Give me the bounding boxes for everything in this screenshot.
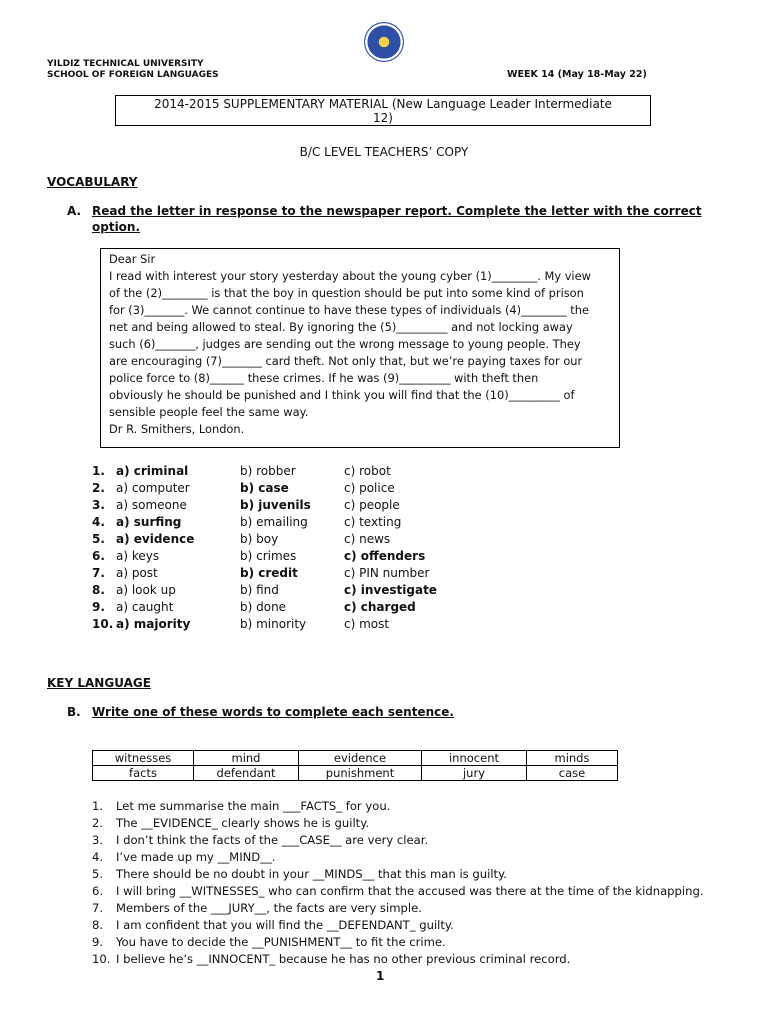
sentence-row: [92, 832, 732, 849]
option-a: a) post: [116, 566, 158, 580]
option-number: 6.: [92, 549, 105, 563]
option-a: a) keys: [116, 549, 160, 563]
option-a: a) majority: [116, 617, 191, 631]
option-a: a) computer: [116, 481, 190, 495]
option-number: 4.: [92, 515, 105, 529]
key-language-heading: KEY LANGUAGE: [47, 676, 151, 690]
sentence-row: [92, 798, 732, 815]
option-row: [92, 548, 452, 565]
word-bank-cell: minds: [527, 751, 618, 766]
option-b: b) case: [240, 481, 289, 495]
sentence-text: I don’t think the facts of the ___CASE__ are very clear.: [116, 833, 429, 847]
exercise-a-label: A.: [67, 204, 82, 218]
option-number: 10.: [92, 617, 114, 631]
option-a: a) evidence: [116, 532, 195, 546]
sentence-text: I’ve made up my __MIND__.: [116, 850, 276, 864]
page-subtitle: B/C LEVEL TEACHERS’ COPY: [299, 145, 469, 159]
word-bank-cell: case: [527, 766, 618, 781]
letter-line: net and being allowed to steal. By ignoring the (5)_________ and not locking away: [109, 320, 573, 334]
option-b: b) done: [240, 600, 287, 614]
option-b: b) crimes: [240, 549, 297, 563]
sentence-row: [92, 934, 732, 951]
option-a: a) look up: [116, 583, 176, 597]
sentence-row: [92, 917, 732, 934]
option-b: b) minority: [240, 617, 307, 631]
vocabulary-heading: VOCABULARY: [47, 175, 138, 189]
sentence-text: The __EVIDENCE_ clearly shows he is guilty.: [116, 816, 370, 830]
option-a: a) criminal: [116, 464, 189, 478]
sentence-list: [92, 798, 732, 968]
key-language-instruction: [67, 704, 454, 720]
option-c: c) PIN number: [344, 566, 430, 580]
week-label: WEEK 14 (May 18-May 22): [507, 69, 647, 80]
option-row: [92, 480, 452, 497]
option-row: [92, 463, 452, 480]
university-seal-logo: [364, 22, 404, 62]
title-line-2: 12): [373, 111, 393, 125]
word-bank-cell: witnesses: [93, 751, 194, 766]
option-number: 5.: [92, 532, 105, 546]
sentence-row: [92, 849, 732, 866]
option-row: [92, 497, 452, 514]
exercise-b-label: B.: [67, 705, 81, 719]
sentence-row: [92, 951, 732, 968]
letter-line: for (3)_______. We cannot continue to have these types of individuals (4)________ the: [109, 303, 589, 317]
option-c: c) offenders: [344, 549, 426, 563]
vocabulary-instruction: [67, 203, 707, 235]
option-row: [92, 616, 452, 633]
title-line-1: 2014-2015 SUPPLEMENTARY MATERIAL (New Language Leader Intermediate: [154, 97, 612, 111]
word-bank-cell: jury: [422, 766, 527, 781]
option-number: 7.: [92, 566, 105, 580]
word-bank-cell: defendant: [194, 766, 299, 781]
sentence-number: 3.: [92, 833, 104, 847]
letter-line: I read with interest your story yesterday about the young cyber (1)________. My view: [109, 269, 591, 283]
option-number: 2.: [92, 481, 105, 495]
title-box: [115, 95, 651, 126]
letter-line: obviously he should be punished and I think you will find that the (10)_________ of: [109, 388, 575, 402]
option-a: a) someone: [116, 498, 187, 512]
sentence-number: 9.: [92, 935, 104, 949]
instruction-line-2: option.: [92, 220, 141, 234]
letter-line: of the (2)________ is that the boy in question should be put into some kind of prison: [109, 286, 584, 300]
university-name: YILDIZ TECHNICAL UNIVERSITY: [47, 59, 204, 69]
sentence-text: Let me summarise the main ___FACTS_ for you.: [116, 799, 391, 813]
option-c: c) people: [344, 498, 400, 512]
page-number: 1: [376, 969, 385, 983]
school-name: SCHOOL OF FOREIGN LANGUAGES: [47, 70, 219, 80]
letter-box: [100, 248, 620, 448]
sentence-text: I believe he’s __INNOCENT_ because he has no other previous criminal record.: [116, 952, 571, 966]
word-bank-row: [93, 751, 618, 766]
option-number: 1.: [92, 464, 105, 478]
word-bank-cell: innocent: [422, 751, 527, 766]
option-row: [92, 582, 452, 599]
word-bank-cell: facts: [93, 766, 194, 781]
letter-line: are encouraging (7)_______ card theft. Not only that, but we’re paying taxes for our: [109, 354, 583, 368]
option-number: 9.: [92, 600, 105, 614]
letter-line: Dr R. Smithers, London.: [109, 422, 245, 436]
word-bank-row: [93, 766, 618, 781]
option-c: c) most: [344, 617, 390, 631]
letter-line: police force to (8)______ these crimes. If he was (9)_________ with theft then: [109, 371, 539, 385]
option-b: b) boy: [240, 532, 279, 546]
option-c: c) texting: [344, 515, 402, 529]
option-c: c) news: [344, 532, 391, 546]
sentence-row: [92, 815, 732, 832]
letter-line: sensible people feel the same way.: [109, 405, 309, 419]
sentence-number: 8.: [92, 918, 104, 932]
sentence-number: 5.: [92, 867, 104, 881]
word-bank-cell: punishment: [299, 766, 422, 781]
sentence-number: 10.: [92, 952, 111, 966]
option-row: [92, 565, 452, 582]
word-bank-cell: mind: [194, 751, 299, 766]
sentence-number: 6.: [92, 884, 104, 898]
option-row: [92, 531, 452, 548]
sentence-row: [92, 866, 732, 883]
option-b: b) find: [240, 583, 279, 597]
option-a: a) caught: [116, 600, 174, 614]
sentence-row: [92, 883, 732, 900]
option-b: b) emailing: [240, 515, 308, 529]
option-a: a) surfing: [116, 515, 182, 529]
sentence-number: 7.: [92, 901, 104, 915]
option-b: b) robber: [240, 464, 296, 478]
letter-line: Dear Sir: [109, 252, 156, 266]
sentence-number: 2.: [92, 816, 104, 830]
instruction-text: Write one of these words to complete each sentence.: [92, 705, 454, 719]
sentence-text: You have to decide the __PUNISHMENT__ to fit the crime.: [116, 935, 446, 949]
option-row: [92, 514, 452, 531]
word-bank-table: [92, 750, 618, 781]
option-c: c) charged: [344, 600, 416, 614]
option-number: 3.: [92, 498, 105, 512]
instruction-line-1: Read the letter in response to the newspaper report. Complete the letter with the correct: [92, 204, 702, 218]
option-b: b) credit: [240, 566, 298, 580]
sentence-text: There should be no doubt in your __MINDS__ that this man is guilty.: [116, 867, 507, 881]
sentence-number: 1.: [92, 799, 104, 813]
sentence-number: 4.: [92, 850, 104, 864]
option-number: 8.: [92, 583, 105, 597]
option-c: c) robot: [344, 464, 391, 478]
option-row: [92, 599, 452, 616]
option-c: c) investigate: [344, 583, 437, 597]
sentence-text: I will bring __WITNESSES_ who can confirm that the accused was there at the time of the kidnapping.: [116, 884, 704, 898]
letter-line: such (6)_______, judges are sending out the wrong message to young people. They: [109, 337, 581, 351]
word-bank-cell: evidence: [299, 751, 422, 766]
option-c: c) police: [344, 481, 395, 495]
sentence-text: I am confident that you will find the __DEFENDANT_ guilty.: [116, 918, 454, 932]
sentence-text: Members of the ___JURY__, the facts are very simple.: [116, 901, 422, 915]
option-b: b) juvenils: [240, 498, 311, 512]
sentence-row: [92, 900, 732, 917]
options-list: [92, 463, 452, 633]
